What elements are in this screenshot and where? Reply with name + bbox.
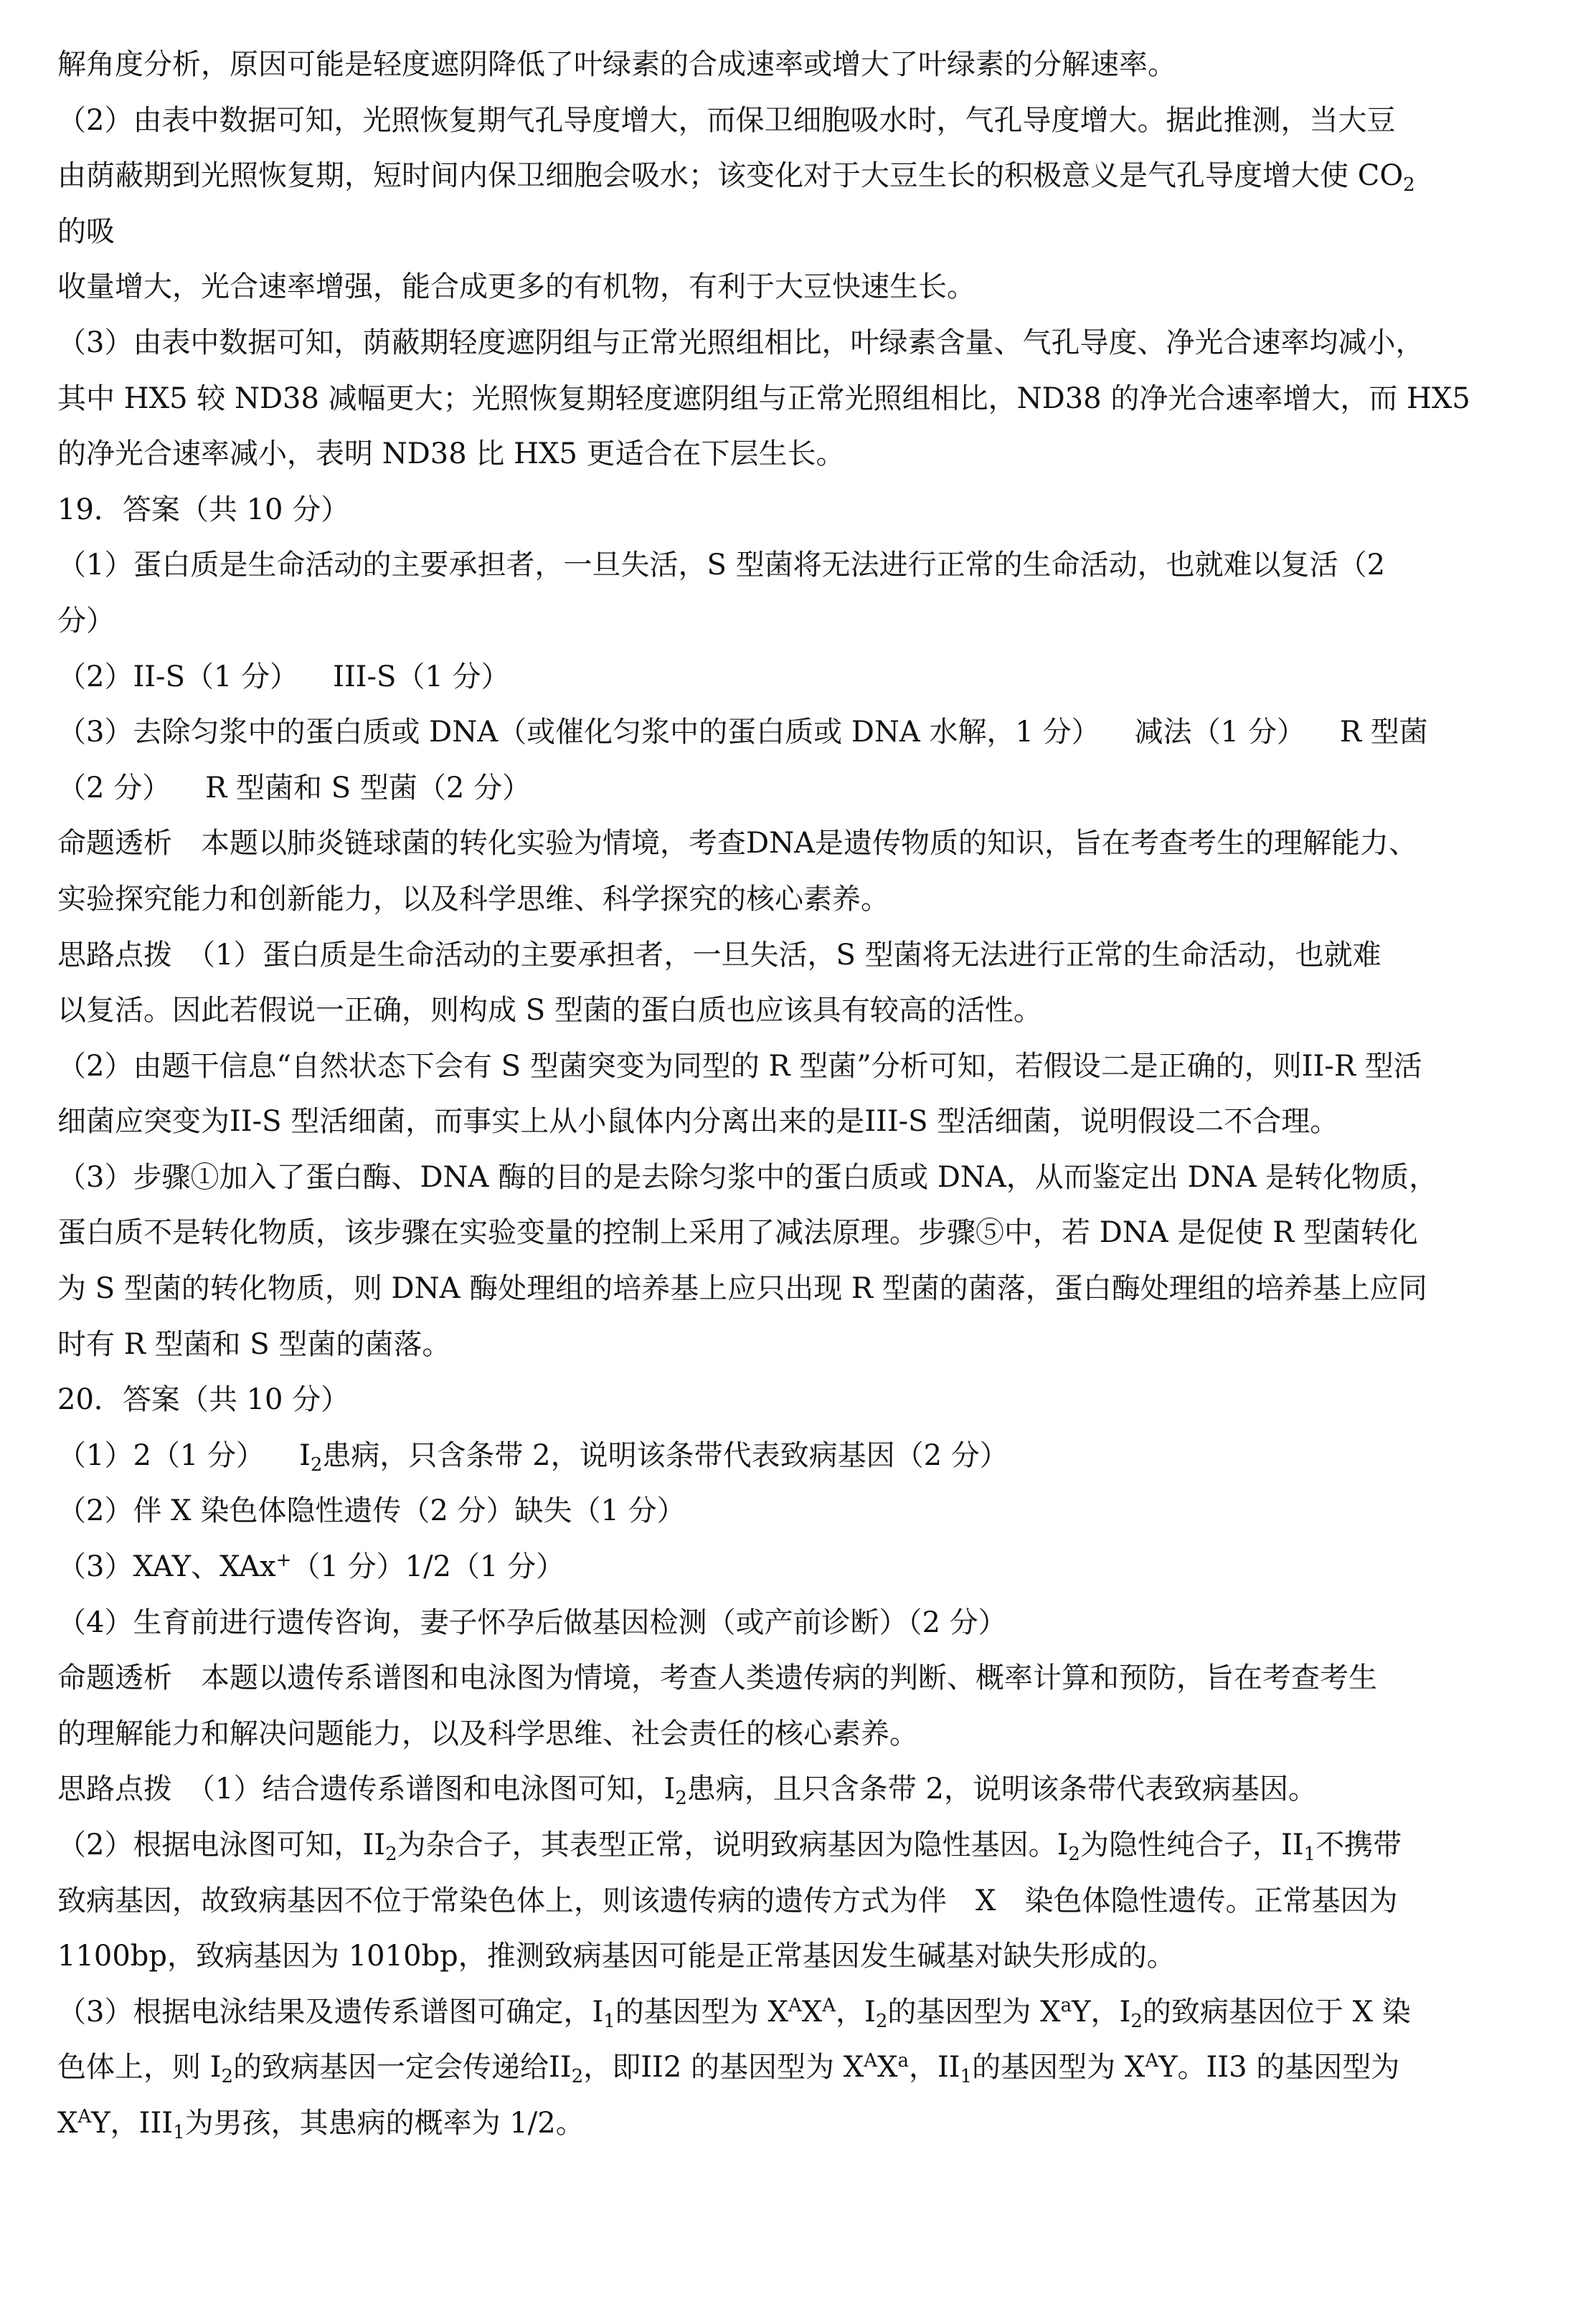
text-line: 思路点拨 （1）结合遗传系谱图和电泳图可知，$I_2$患病，且只含条带 2，说明该条带代表致病基因。 — [57, 1773, 1317, 1810]
text-line: 色体上，则 $I_2$的致病基因一定会传递给$II_2$，即II2 的基因型为 $X^AX^a$，$II_1$的基因型为 $X^AY$。II3 的基因型为 — [57, 2050, 1400, 2088]
text-line: 1100bp，致病基因为 1010bp，推测致病基因可能是正常基因发生碱基对缺失形成的。 — [57, 1940, 1176, 1973]
text-line: （1）2（1 分） $I_2$患病，只含条带 2，说明该条带代表致病基因（2 分） — [57, 1438, 1008, 1476]
text-line: （3）根据电泳结果及遗传系谱图可确定，$I_1$的基因型为 $X^AX^A$，$I_2$的基因型为 $X^aY$，$I_2$的致病基因位于 X 染 — [57, 1994, 1411, 2032]
text-line: 以复活。因此若假说一正确，则构成 S 型菌的蛋白质也应该具有较高的活性。 — [57, 994, 1042, 1028]
text-line: （3）步骤①加入了蛋白酶、DNA 酶的目的是去除匀浆中的蛋白质或 DNA，从而鉴定出 DNA 是转化物质， — [57, 1160, 1438, 1194]
text-line: 的吸 — [57, 214, 115, 248]
text-line: （3）XAY、XAx+（1 分）1/2（1 分） — [57, 1550, 565, 1584]
text-line: 分） — [57, 604, 115, 637]
text-line: （2）由表中数据可知，光照恢复期气孔导度增大，而保卫细胞吸水时，气孔导度增大。据此推测，当大豆 — [57, 103, 1396, 137]
text-line: （2）II-S（1 分） III-S（1 分） — [57, 660, 510, 693]
text-line: （2 分） R 型菌和 S 型菌（2 分） — [57, 771, 531, 805]
text-line: 为 S 型菌的转化物质，则 DNA 酶处理组的培养基上应只出现 R 型菌的菌落，蛋白酶处理组的培养基上应同 — [57, 1272, 1427, 1306]
text-line: （2）根据电泳图可知，$II_2$为杂合子，其表型正常，说明致病基因为隐性基因。$I_2$为隐性纯合子，$II_1$不携带 — [57, 1829, 1402, 1865]
text-line: 实验探究能力和创新能力，以及科学思维、科学探究的核心素养。 — [57, 882, 889, 916]
text-line: 时有 R 型菌和 S 型菌的菌落。 — [57, 1327, 451, 1361]
document-page — [57, 37, 1521, 2152]
text-line: 细菌应突变为II-S 型活细菌，而事实上从小鼠体内分离出来的是III-S 型活细菌，说明假设二不合理。 — [57, 1105, 1339, 1139]
text-line: 其中 HX5 较 ND38 减幅更大；光照恢复期轻度遮阴组与正常光照组相比，ND38 的净光合速率增大，而 HX5 — [57, 381, 1470, 415]
question-19-heading: 19．答案（共 10 分） — [57, 493, 350, 526]
text-line: （1）蛋白质是生命活动的主要承担者，一旦失活，S 型菌将无法进行正常的生命活动，也就难以复活（2 — [57, 549, 1386, 582]
text-line: （3）去除匀浆中的蛋白质或 DNA（或催化匀浆中的蛋白质或 DNA 水解，1 分） 减法（1 分） R 型菌 — [57, 716, 1428, 749]
text-line: 思路点拨 （1）蛋白质是生命活动的主要承担者，一旦失活，S 型菌将无法进行正常的生命活动，也就难 — [57, 938, 1381, 972]
text-line: 致病基因，故致病基因不位于常染色体上，则该遗传病的遗传方式为伴 X 染色体隐性遗传。正常基因为 — [57, 1884, 1398, 1917]
text-line: 蛋白质不是转化物质，该步骤在实验变量的控制上采用了减法原理。步骤⑤中，若 DNA 是促使 R 型菌转化 — [57, 1216, 1418, 1250]
text-line: $X^AY$，$III_1$为男孩，其患病的概率为 1/2。 — [57, 2105, 585, 2143]
text-line: 解角度分析，原因可能是轻度遮阴降低了叶绿素的合成速率或增大了叶绿素的分解速率。 — [57, 48, 1176, 81]
text-line: （2）由题干信息“自然状态下会有 S 型菌突变为同型的 R 型菌”分析可知，若假设二是正确的，则II-R 型活 — [57, 1049, 1422, 1083]
text-line: 的理解能力和解决问题能力，以及科学思维、社会责任的核心素养。 — [57, 1717, 918, 1750]
question-20-heading: 20．答案（共 10 分） — [57, 1383, 350, 1417]
text-line: （4）生育前进行遗传咨询，妻子怀孕后做基因检测（或产前诊断）（2 分） — [57, 1606, 1007, 1639]
text-line: 的净光合速率减小，表明 ND38 比 HX5 更适合在下层生长。 — [57, 437, 845, 471]
text-line: 命题透析 本题以肺炎链球菌的转化实验为情境，考查DNA是遗传物质的知识，旨在考查考生的理解能力、 — [57, 827, 1417, 860]
text-line: （2）伴 X 染色体隐性遗传（2 分）缺失（1 分） — [57, 1494, 686, 1528]
text-line: 由荫蔽期到光照恢复期，短时间内保卫细胞会吸水；该变化对于大豆生长的积极意义是气孔导度增大使 $CO_2$ — [57, 159, 1415, 196]
text-line: （3）由表中数据可知，荫蔽期轻度遮阴组与正常光照组相比，叶绿素含量、气孔导度、净光合速率均减小， — [57, 326, 1425, 359]
text-line: 命题透析 本题以遗传系谱图和电泳图为情境，考查人类遗传病的判断、概率计算和预防，旨在考查考生 — [57, 1661, 1377, 1695]
text-line: 收量增大，光合速率增强，能合成更多的有机物，有利于大豆快速生长。 — [57, 270, 976, 304]
